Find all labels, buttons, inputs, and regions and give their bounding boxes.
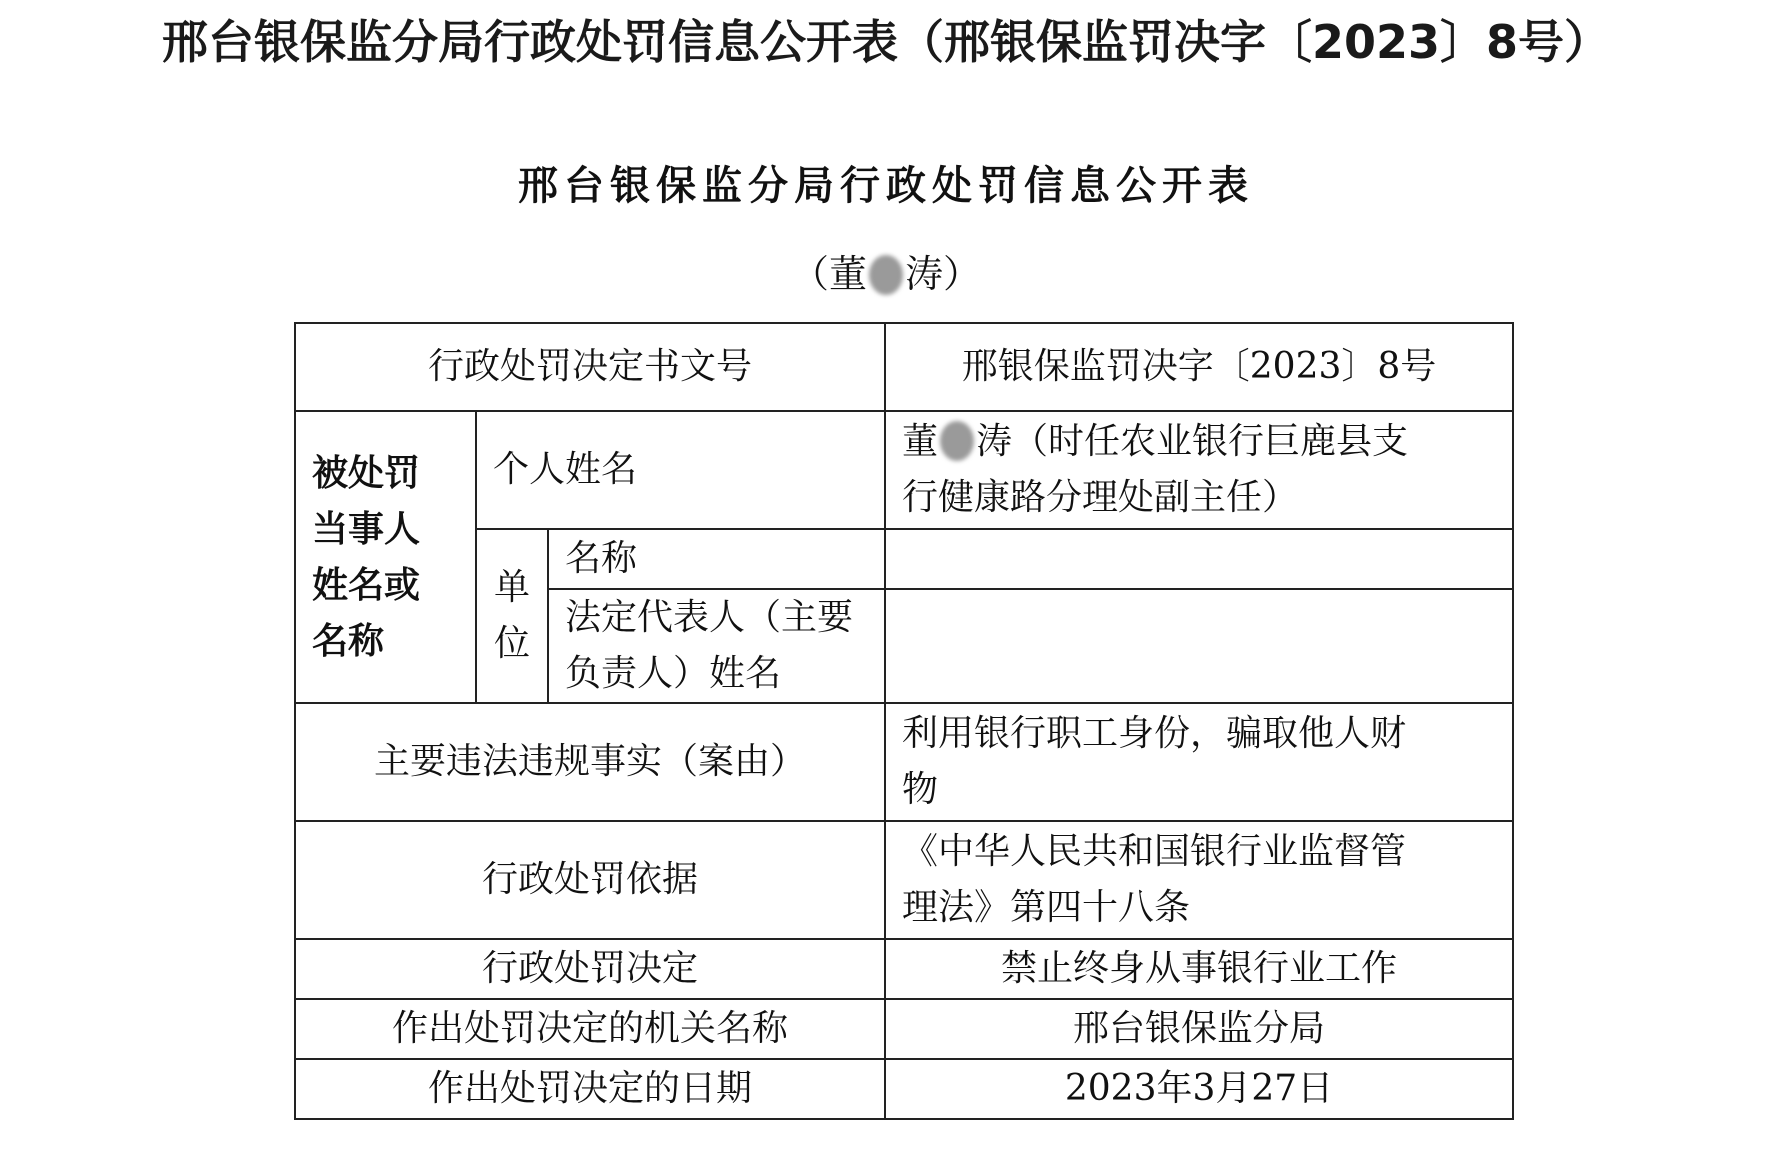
doc-number-value: 邢银保监罚决字〔2023〕8号 [885,323,1513,411]
table-row [295,1059,1513,1119]
page-title: 邢台银保监分局行政处罚信息公开表（邢银保监罚决字〔2023〕8号） [161,15,1611,69]
facts-value: 利用银行职工身份，骗取他人财 物 [885,703,1513,821]
document-subheading [0,246,1772,302]
individual-name-value [885,411,1513,529]
table-row [295,939,1513,999]
date-label: 作出处罚决定的日期 [295,1059,885,1119]
decision-label: 行政处罚决定 [295,939,885,999]
subheading-close: 涛） [905,252,982,296]
authority-value: 邢台银保监分局 [885,999,1513,1059]
table-row [295,529,1513,589]
table-row [295,323,1513,411]
doc-number-label: 行政处罚决定书文号 [295,323,885,411]
penalty-info-table [294,322,1514,1120]
table-row [295,999,1513,1059]
redaction-blur [940,421,974,461]
unit-name-label: 名称 [548,529,885,589]
party-label: 被处罚 当事人 姓名或 名称 [295,411,476,703]
unit-name-value [885,529,1513,589]
legal-rep-value [885,589,1513,703]
table-row [295,703,1513,821]
decision-value: 禁止终身从事银行业工作 [885,939,1513,999]
document-heading: 邢台银保监分局行政处罚信息公开表 [518,162,1254,209]
table-row [295,821,1513,939]
table-row [295,411,1513,529]
individual-name-suffix: 涛（时任农业银行巨鹿县支 行健康路分理处副主任） [902,421,1409,518]
basis-value: 《中华人民共和国银行业监督管 理法》第四十八条 [885,821,1513,939]
facts-label: 主要违法违规事实（案由） [295,703,885,821]
basis-label: 行政处罚依据 [295,821,885,939]
redaction-blur [869,255,903,295]
authority-label: 作出处罚决定的机关名称 [295,999,885,1059]
subheading-open: （董 [790,252,867,296]
legal-rep-label: 法定代表人（主要 负责人）姓名 [548,589,885,703]
date-value: 2023年3月27日 [885,1059,1513,1119]
individual-name-label: 个人姓名 [476,411,885,529]
unit-label: 单 位 [476,529,548,703]
individual-name-prefix: 董 [902,421,939,462]
